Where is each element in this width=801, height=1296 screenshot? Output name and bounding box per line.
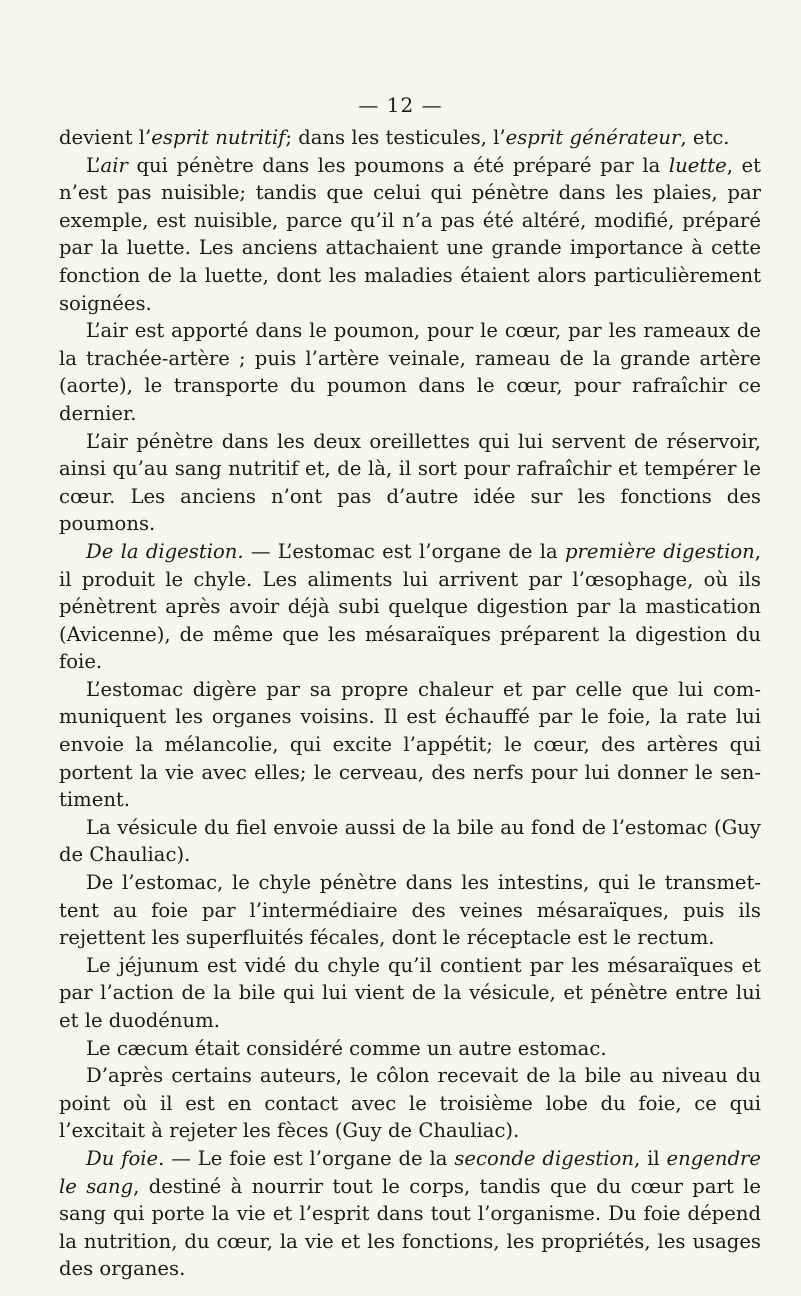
paragraph	[59, 814, 761, 869]
body-text	[59, 124, 761, 1283]
paragraph	[59, 952, 761, 1035]
text-run: , et n’est pas nuisible; tandis que celui qui pénètre dans les plaies, par exemple, est nuisible, parce qu’il n’a pas été altéré, modifié, préparé par la luette. Les anciens attachaient une grande importance à cette fonction de la luette, dont les maladies étaient alors particulièrement soignées.	[59, 153, 761, 315]
text-run: ; dans les testicules, l’	[285, 126, 506, 149]
paragraph	[59, 869, 761, 952]
text-run: L’	[86, 153, 101, 177]
text-run: D’après certains auteurs, le côlon recevait de la bile au niveau du point où il est en contact avec le troisième lobe du foie, ce qui l’excitait à rejeter les fèces (Guy de Chauliac).	[59, 1064, 761, 1143]
italic-text: seconde digestion	[454, 1146, 634, 1170]
text-run: La vésicule du fiel envoie aussi de la bile au fond de l’estomac (Guy de Chauliac).	[59, 815, 761, 867]
text-run: L’estomac digère par sa propre chaleur et par celle que lui communiquent les organes voisins. Il est échauffé par le foie, la rate lui envoie la mélancolie, qui excite l’appétit; le cœur, des artères qui portent la vie avec elles; le cerveau, des nerfs pour lui donner le sentiment.	[59, 677, 761, 812]
text-run: , destiné à nourrir tout le corps, tandis que du cœur part le sang qui porte la vie et l’esprit dans tout l’organisme. Du foie dépend la nutrition, du cœur, la vie et les fonctions, les propriétés, les usages des organes.	[59, 1174, 761, 1281]
paragraph	[59, 1035, 761, 1063]
italic-text: première digestion	[565, 539, 755, 563]
italic-text: esprit nutritif	[151, 126, 286, 149]
text-run: — Le foie est l’organe de la	[164, 1146, 455, 1170]
text-run: L’air est apporté dans le poumon, pour le cœur, par les rameaux de la trachée-artère ; puis l’artère veinale, rameau de la grande artère (aorte), le transporte du poumon dans le cœur, pour rafraîchir ce dernier.	[59, 319, 761, 425]
text-run: De l’estomac, le chyle pénètre dans les intestins, qui le transmettent au foie par l’intermédiaire des veines mésaraïques, puis ils rejettent les superfluités fécales, dont le réceptacle est le rectum.	[59, 871, 761, 950]
page-number: — 12 —	[358, 93, 443, 117]
text-run: L’air pénètre dans les deux oreillettes qui lui servent de réservoir, ainsi qu’au sang nutritif et, de là, il sort pour rafraîchir et tempérer le cœur. Les anciens n’ont pas d’autre idée sur les fonctions des poumons.	[59, 429, 761, 536]
paragraph	[59, 538, 761, 676]
paragraph	[59, 676, 761, 814]
paragraph	[59, 428, 761, 538]
text-run: devient l’	[59, 126, 152, 149]
text-run: Le cæcum était considéré comme un autre estomac.	[86, 1036, 607, 1060]
text-run: — L’estomac est l’organe de la	[243, 539, 565, 563]
text-run: , il produit le chyle. Les aliments lui arrivent par l’œsophage, où ils pénètrent après avoir déjà subi quelque digestion par la mastication (Avicenne), de même que les mésaraïques préparent la digestion du foie.	[59, 539, 761, 674]
paragraph	[59, 124, 761, 152]
italic-text: Du foie.	[86, 1146, 165, 1170]
italic-text: air	[100, 153, 128, 177]
italic-text: engendre le sang	[59, 1146, 762, 1198]
text-run: Le jéjunum est vidé du chyle qu’il contient par les mésaraïques et par l’action de la bile qui lui vient de la vésicule, et pénètre entre lui et le duodénum.	[59, 953, 761, 1032]
italic-text: luette	[668, 153, 727, 177]
paragraph	[59, 152, 761, 318]
italic-text: esprit générateur	[505, 126, 681, 149]
italic-text: De la digestion.	[86, 539, 244, 563]
paragraph	[59, 317, 761, 427]
paragraph	[59, 1145, 761, 1283]
text-run: , il	[633, 1146, 667, 1170]
text-run: , etc.	[680, 126, 730, 149]
paragraph	[59, 1062, 761, 1145]
text-run: qui pénètre dans les poumons a été préparé par la	[127, 153, 669, 177]
